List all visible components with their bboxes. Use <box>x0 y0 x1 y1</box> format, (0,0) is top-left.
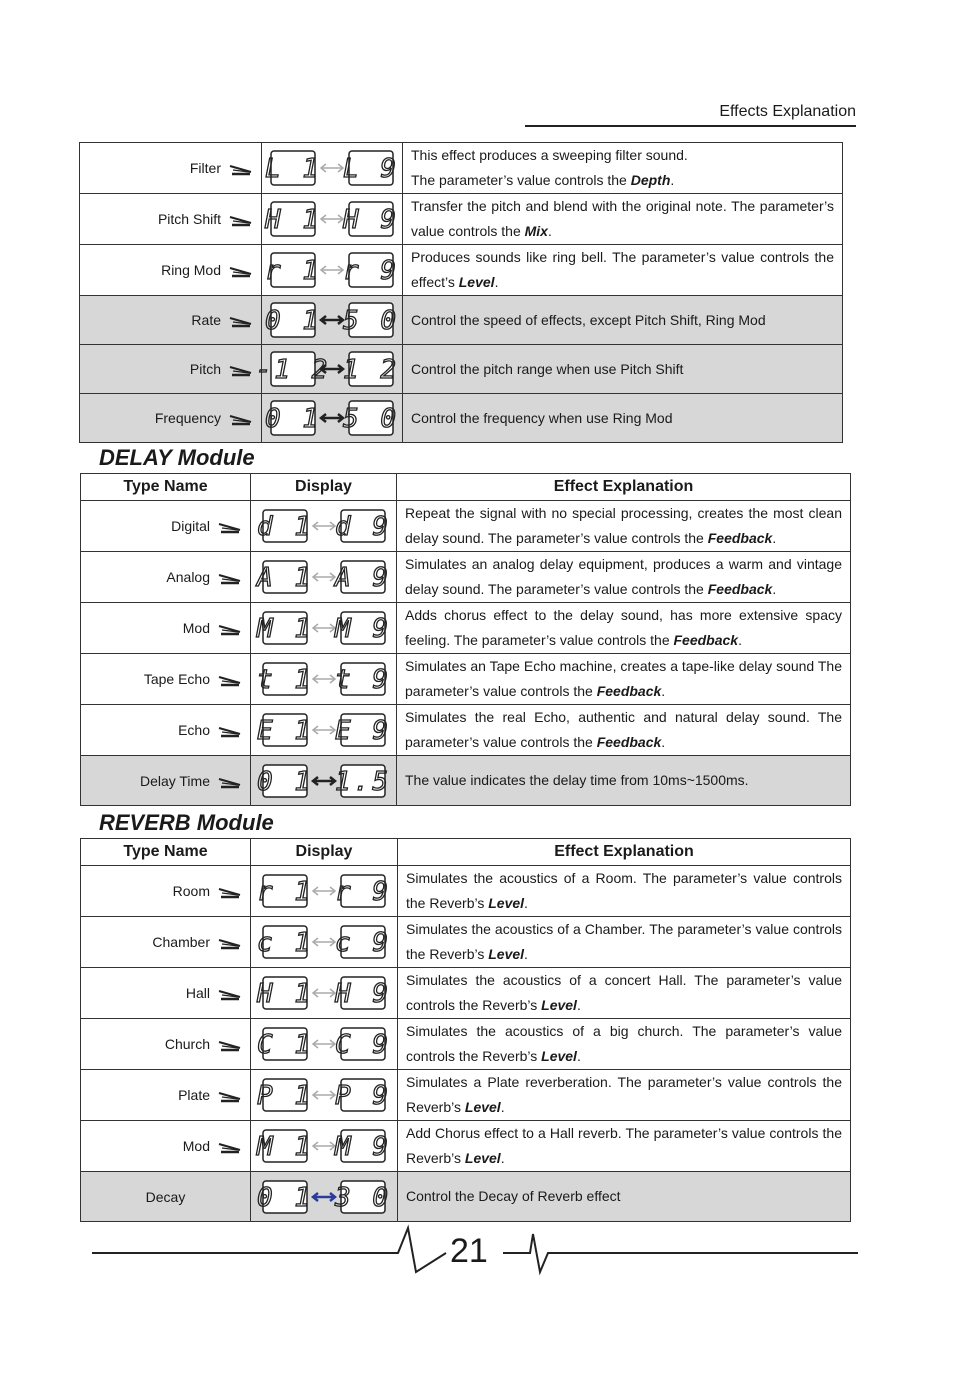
type-name-cell <box>81 1019 251 1070</box>
svg-text:c 1: c 1 <box>257 928 313 958</box>
explanation-cell <box>398 1070 851 1121</box>
knob-icon <box>229 364 253 376</box>
header-effect-explanation: Effect Explanation <box>397 474 851 501</box>
explanation-text: Simulates the acoustics of a big church. The parameter’s value controls the Reverb’s <box>406 1023 842 1064</box>
table-row <box>81 756 851 806</box>
svg-text:M 9: M 9 <box>334 614 391 644</box>
display-cell <box>251 654 397 705</box>
lcd-display-to <box>335 1030 391 1060</box>
svg-text:C 1: C 1 <box>257 1030 313 1060</box>
explanation-text: Simulates the acoustics of a Chamber. The parameter’s value controls the Reverb’s <box>406 921 842 962</box>
type-name-cell <box>81 603 251 654</box>
type-name-decay: Decay <box>145 1188 186 1205</box>
display-cell <box>251 866 398 917</box>
explanation-text: Simulates the acoustics of a concert Hall. The parameter’s value controls the Reverb’s <box>406 972 842 1013</box>
lcd-display-from <box>265 205 321 235</box>
explanation-tail: . <box>772 530 777 546</box>
display-cell <box>251 756 397 806</box>
type-name-cell <box>81 1070 251 1121</box>
display-cell <box>251 917 398 968</box>
display-cell <box>255 345 403 394</box>
type-name-cell <box>81 917 251 968</box>
svg-text:H 1: H 1 <box>265 205 321 235</box>
type-name-cell <box>81 654 251 705</box>
explanation-text: Produces sounds like ring bell. The parameter’s value controls the effect’s <box>411 249 834 290</box>
type-name-cell <box>80 296 262 345</box>
table-row <box>80 245 843 296</box>
lcd-display-from <box>257 928 313 958</box>
svg-text:0 1: 0 1 <box>265 404 321 434</box>
type-name-cell <box>80 394 262 443</box>
type-name-pitch: Pitch <box>189 361 221 377</box>
lcd-display-from <box>255 355 331 385</box>
explanation-text: Add Chorus effect to a Hall reverb. The parameter’s value controls the Reverb’s <box>406 1125 842 1166</box>
explanation-tail: . <box>524 946 528 962</box>
display-cell <box>251 603 397 654</box>
svg-text:d 1: d 1 <box>256 512 313 542</box>
display-cell <box>251 1172 398 1222</box>
explanation-tail: . <box>670 172 675 188</box>
knob-icon <box>218 725 242 737</box>
knob-icon <box>218 776 242 788</box>
explanation-tail: . <box>772 581 777 597</box>
svg-text:c 9: c 9 <box>335 928 391 958</box>
svg-text:C 9: C 9 <box>335 1030 391 1060</box>
svg-text:M 1: M 1 <box>256 614 313 644</box>
explanation-text: Simulates a Plate reverberation. The parameter’s value controls the Reverb’s <box>406 1074 842 1115</box>
type-name-tape-echo: Tape Echo <box>143 671 210 687</box>
lcd-display-to <box>335 928 391 958</box>
type-name-chamber: Chamber <box>152 934 210 950</box>
lcd-display-from <box>256 766 313 797</box>
table-row <box>81 501 851 552</box>
explanation-text: Simulates the real Echo, authentic and natural delay sound. The parameter’s value controls the <box>405 709 842 750</box>
explanation-tail: . <box>547 223 552 239</box>
explanation-cell <box>403 394 843 443</box>
explanation-cell <box>397 654 851 705</box>
explanation-tail: . <box>500 1099 505 1115</box>
type-name-cell <box>80 143 262 194</box>
type-name-cell <box>81 552 251 603</box>
svg-text:P 9: P 9 <box>335 1081 391 1111</box>
explanation-tail: . <box>524 895 528 911</box>
lcd-display-from <box>256 665 313 695</box>
table-row <box>80 296 843 345</box>
type-name-echo: Echo <box>178 722 210 738</box>
lcd-display-from <box>265 154 321 184</box>
svg-text:M 9: M 9 <box>335 1132 391 1162</box>
lcd-display-from <box>257 1132 313 1162</box>
controlled-parameter: Feedback <box>673 632 739 648</box>
display-cell <box>251 1070 398 1121</box>
explanation-cell <box>403 245 843 296</box>
svg-text:E 1: E 1 <box>256 716 313 746</box>
svg-text:r 1: r 1 <box>265 256 321 286</box>
explanation-tail: . <box>500 1150 505 1166</box>
type-name-rate: Rate <box>191 312 221 328</box>
explanation-cell <box>403 345 843 394</box>
explanation-cell <box>397 603 851 654</box>
lcd-display-to <box>335 1132 391 1162</box>
header-display: Display <box>251 474 397 501</box>
svg-text:A 1: A 1 <box>256 563 313 593</box>
table-row <box>81 1172 851 1222</box>
explanation-cell <box>397 552 851 603</box>
svg-text:-1 2: -1 2 <box>255 355 331 385</box>
lcd-display-from <box>256 512 313 542</box>
controlled-parameter: Level <box>458 274 495 290</box>
lcd-display-from <box>265 256 321 286</box>
lcd-display-to <box>343 306 399 336</box>
type-name-room: Room <box>172 883 210 899</box>
lcd-display-to <box>334 614 391 644</box>
lcd-display-to <box>343 404 399 434</box>
explanation-tail: . <box>661 683 666 699</box>
controlled-parameter: Level <box>541 997 577 1013</box>
explanation-tail: . <box>738 632 742 648</box>
table-row <box>80 394 843 443</box>
explanation-text: This effect produces a sweeping filter sound. <box>411 147 688 163</box>
type-name-cell <box>81 866 251 917</box>
lcd-display-to <box>335 1182 391 1213</box>
type-name-cell <box>81 1172 251 1222</box>
controlled-parameter: Level <box>464 1099 501 1115</box>
lcd-display-from <box>257 1182 313 1213</box>
lcd-display-to <box>334 766 391 797</box>
lcd-display-to <box>343 205 399 235</box>
lcd-display-from <box>265 306 321 336</box>
lcd-display-to <box>334 563 391 593</box>
lcd-display-from <box>256 614 313 644</box>
svg-text:1.5: 1.5 <box>334 766 391 797</box>
table-row <box>81 654 851 705</box>
explanation-cell <box>398 968 851 1019</box>
display-cell <box>251 1121 398 1172</box>
type-name-cell <box>80 245 262 296</box>
lcd-display-to <box>334 512 391 542</box>
svg-text:t 9: t 9 <box>334 665 391 695</box>
explanation-cell <box>397 705 851 756</box>
controlled-parameter: Feedback <box>707 581 773 597</box>
svg-text:E 9: E 9 <box>334 716 391 746</box>
modulation-table <box>79 142 843 443</box>
explanation-text: Simulates an analog delay equipment, produces a warm and vintage delay sound. The parameter’s value controls the <box>405 556 842 597</box>
display-cell <box>251 705 397 756</box>
lcd-display-to <box>335 979 391 1009</box>
display-cell <box>251 968 398 1019</box>
svg-text:L 1: L 1 <box>265 154 321 184</box>
table-row <box>81 968 851 1019</box>
explanation-cell <box>398 1172 851 1222</box>
type-name-cell <box>80 345 262 394</box>
knob-icon <box>218 937 242 949</box>
type-name-analog: Analog <box>166 569 210 585</box>
type-name-ring-mod: Ring Mod <box>161 262 221 278</box>
svg-text:0 1: 0 1 <box>257 1182 313 1213</box>
type-name-cell <box>80 194 262 245</box>
display-cell <box>262 194 403 245</box>
svg-text:M 1: M 1 <box>257 1132 313 1162</box>
knob-icon <box>229 315 253 327</box>
svg-text:r 9: r 9 <box>343 256 399 286</box>
controlled-parameter: Feedback <box>596 734 662 750</box>
svg-text:d 9: d 9 <box>334 512 391 542</box>
explanation-tail: . <box>576 1048 581 1064</box>
table-row <box>81 705 851 756</box>
explanation-tail: . <box>494 274 499 290</box>
controlled-parameter: Level <box>488 895 525 911</box>
type-name-delay-time: Delay Time <box>139 772 210 789</box>
lcd-display-from <box>257 1081 313 1111</box>
knob-icon <box>229 265 253 277</box>
table-row <box>81 1019 851 1070</box>
display-cell <box>262 394 403 443</box>
explanation-cell <box>397 756 851 806</box>
page-number: 21 <box>450 1232 488 1270</box>
explanation-cell <box>403 194 843 245</box>
svg-text:P 1: P 1 <box>257 1081 313 1111</box>
svg-text:0 1: 0 1 <box>265 306 321 336</box>
reverb-section-title: REVERB Module <box>99 810 274 835</box>
display-cell <box>262 245 403 296</box>
svg-text:1 2: 1 2 <box>343 355 399 385</box>
controlled-parameter: Feedback <box>707 530 773 546</box>
table-row <box>81 603 851 654</box>
lcd-display-to <box>334 716 391 746</box>
svg-text:3 0: 3 0 <box>335 1182 391 1213</box>
controlled-parameter: Level <box>464 1150 501 1166</box>
display-cell <box>262 296 403 345</box>
display-cell <box>251 1019 398 1070</box>
lcd-display-to <box>343 154 399 184</box>
knob-icon <box>218 674 242 686</box>
lcd-display-to <box>335 1081 391 1111</box>
delay-section-title: DELAY Module <box>99 445 255 470</box>
svg-text:H 1: H 1 <box>257 979 313 1009</box>
display-cell <box>251 552 397 603</box>
svg-text:L 9: L 9 <box>343 154 399 184</box>
header-rule <box>525 125 856 127</box>
type-name-church: Church <box>164 1036 210 1052</box>
table-row <box>81 866 851 917</box>
lcd-display-from <box>265 404 321 434</box>
explanation-tail: . <box>576 997 581 1013</box>
type-name-plate: Plate <box>178 1087 210 1103</box>
type-name-cell <box>81 705 251 756</box>
page-header: Effects Explanation <box>719 103 856 120</box>
table-row <box>81 552 851 603</box>
knob-icon <box>218 521 242 533</box>
display-cell <box>262 143 403 194</box>
header-type-name: Type Name <box>81 839 251 866</box>
explanation-text-line2: The parameter’s value controls the <box>411 172 631 188</box>
lcd-display-from <box>256 563 313 593</box>
type-name-cell <box>81 1121 251 1172</box>
type-name-digital: Digital <box>171 518 210 534</box>
table-row <box>80 194 843 245</box>
knob-icon <box>229 214 253 226</box>
svg-text:0 1: 0 1 <box>256 766 313 797</box>
controlled-parameter: Feedback <box>596 683 662 699</box>
svg-text:A 9: A 9 <box>334 563 391 593</box>
lcd-display-to <box>334 665 391 695</box>
explanation-cell <box>403 296 843 345</box>
reverb-table <box>80 838 851 1222</box>
knob-icon <box>218 572 242 584</box>
type-name-hall: Hall <box>185 985 210 1001</box>
lcd-display-to <box>335 877 391 907</box>
type-name-frequency: Frequency <box>154 410 221 426</box>
lcd-display-from <box>257 979 313 1009</box>
explanation-cell <box>398 1019 851 1070</box>
svg-text:H 9: H 9 <box>335 979 391 1009</box>
knob-icon <box>229 413 253 425</box>
type-name-cell <box>81 756 251 806</box>
svg-text:r 1: r 1 <box>257 877 313 907</box>
header-type-name: Type Name <box>81 474 251 501</box>
table-row <box>81 1070 851 1121</box>
explanation-text: Control the speed of effects, except Pitch Shift, Ring Mod <box>411 311 766 328</box>
knob-icon <box>218 623 242 635</box>
controlled-parameter: Level <box>488 946 525 962</box>
explanation-text: Repeat the signal with no special processing, creates the most clean delay sound. The parameter’s value controls the <box>405 505 842 546</box>
lcd-display-from <box>256 716 313 746</box>
table-row <box>80 143 843 194</box>
svg-text:5 0: 5 0 <box>343 404 399 434</box>
explanation-cell <box>398 1121 851 1172</box>
explanation-tail: . <box>661 734 666 750</box>
explanation-cell <box>397 501 851 552</box>
type-name-cell <box>81 968 251 1019</box>
explanation-cell <box>398 917 851 968</box>
explanation-cell <box>398 866 851 917</box>
type-name-cell <box>81 501 251 552</box>
svg-text:H 9: H 9 <box>343 205 399 235</box>
header-display: Display <box>251 839 398 866</box>
knob-icon <box>218 886 242 898</box>
lcd-display-to <box>343 256 399 286</box>
type-name-mod: Mod <box>182 1138 210 1154</box>
table-row <box>81 917 851 968</box>
explanation-text: Control the Decay of Reverb effect <box>406 1188 621 1204</box>
controlled-parameter: Depth <box>630 172 671 188</box>
knob-icon <box>218 988 242 1000</box>
explanation-text: Simulates an Tape Echo machine, creates a tape-like delay sound The parameter’s value controls the <box>405 658 842 699</box>
lcd-display-to <box>343 355 399 385</box>
explanation-text: Simulates the acoustics of a Room. The parameter’s value controls the Reverb’s <box>406 870 842 911</box>
knob-icon <box>218 1090 242 1102</box>
table-row <box>80 345 843 394</box>
svg-text:5 0: 5 0 <box>343 306 399 336</box>
delay-table <box>80 473 851 806</box>
controlled-parameter: Level <box>541 1048 577 1064</box>
header-effect-explanation: Effect Explanation <box>398 839 851 866</box>
knob-icon <box>229 163 253 175</box>
knob-icon <box>218 1141 242 1153</box>
type-name-pitch-shift: Pitch Shift <box>157 211 221 227</box>
type-name-mod: Mod <box>182 620 210 636</box>
explanation-text: Control the pitch range when use Pitch Shift <box>411 360 684 377</box>
type-name-filter: Filter <box>189 160 221 176</box>
explanation-text: Adds chorus effect to the delay sound, has more extensive spacy feeling. The parameter’s value controls the <box>405 607 842 648</box>
display-cell <box>251 501 397 552</box>
svg-text:r 9: r 9 <box>335 877 391 907</box>
svg-text:t 1: t 1 <box>256 665 313 695</box>
knob-icon <box>218 1039 242 1051</box>
lcd-display-from <box>257 1030 313 1060</box>
explanation-text: The value indicates the delay time from 10ms~1500ms. <box>405 772 749 788</box>
table-row <box>81 1121 851 1172</box>
explanation-text: Transfer the pitch and blend with the original note. The parameter’s value controls the <box>411 198 834 239</box>
explanation-cell <box>403 143 843 194</box>
explanation-text: Control the frequency when use Ring Mod <box>411 409 673 426</box>
controlled-parameter: Mix <box>524 223 548 239</box>
lcd-display-from <box>257 877 313 907</box>
